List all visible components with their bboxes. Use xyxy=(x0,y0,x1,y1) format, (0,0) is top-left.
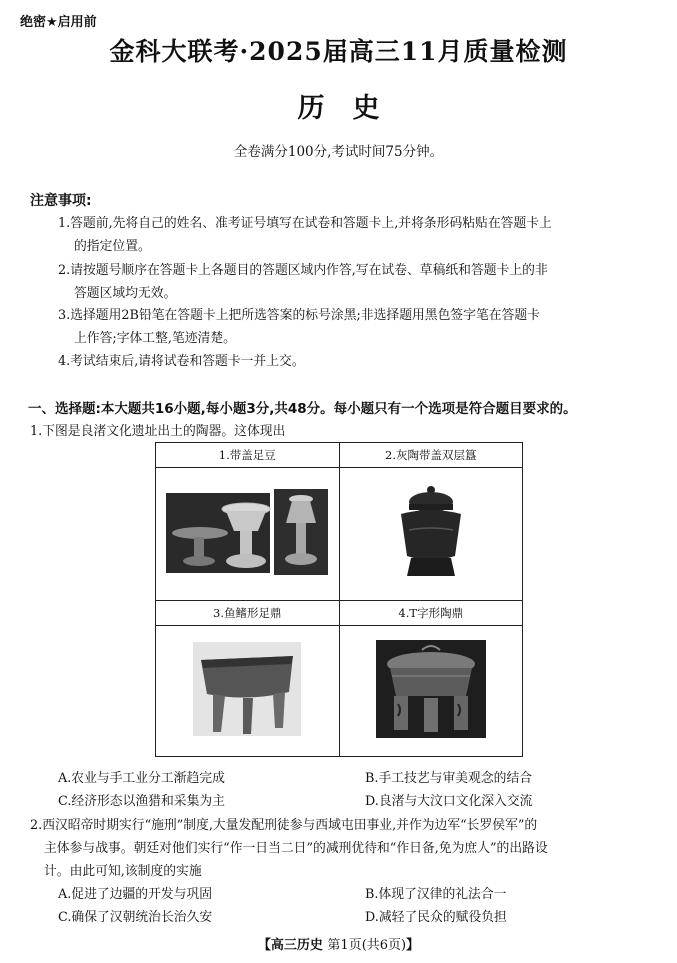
notice-line: 1.答题前,先将自己的姓名、准考证号填写在试卷和答题卡上,并将条形码粘贴在答题卡上 xyxy=(58,216,552,231)
t-shape-ding-image xyxy=(376,640,486,738)
footer-label: 【高三历史 xyxy=(257,938,323,953)
footer-close: 】 xyxy=(406,938,420,953)
pottery-figure-table xyxy=(155,442,523,757)
q1-option-c: C.经济形态以渔猎和采集为主 xyxy=(58,794,225,809)
q1-option-d: D.良渚与大汶口文化深入交流 xyxy=(365,794,533,809)
notice-line: 3.选择题用2B铅笔在答题卡上把所选答案的标号涂黑;非选择题用黑色签字笔在答题卡 xyxy=(58,308,540,323)
pottery-image-cell xyxy=(156,626,340,757)
footer-page-number: 第1页(共6页) xyxy=(327,938,407,953)
question-2-stem-line: 主体参与战事。朝廷对他们实行“作一日当二日”的减刑优待和“作日备,免为庶人”的出路设 xyxy=(44,841,548,856)
q2-option-d: D.减轻了民众的赋役负担 xyxy=(365,910,507,925)
q1-option-b: B.手工技艺与审美观念的结合 xyxy=(365,771,533,786)
pottery-image-cell xyxy=(339,468,523,601)
gray-gui-vessel-image xyxy=(391,482,471,582)
notice-line: 答题区域均无效。 xyxy=(74,286,177,301)
pottery-caption: 2.灰陶带盖双层簋 xyxy=(339,443,523,468)
question-2-stem-line: 2.西汉昭帝时期实行“施刑”制度,大量发配刑徒参与西域屯田事业,并作为边军“长罗侯军”的 xyxy=(30,818,538,833)
notice-line: 的指定位置。 xyxy=(74,239,151,254)
subject-title: 历史 xyxy=(297,93,408,124)
pottery-caption: 4.T字形陶鼎 xyxy=(339,601,523,626)
page-footer xyxy=(0,934,677,953)
q2-option-b: B.体现了汉律的礼法合一 xyxy=(365,887,507,902)
question-2-stem-line: 计。由此可知,该制度的实施 xyxy=(44,864,202,879)
notice-line: 上作答;字体工整,笔迹清楚。 xyxy=(74,331,236,346)
notice-heading: 注意事项: xyxy=(30,193,92,209)
lidded-dou-image xyxy=(166,489,328,575)
pottery-image-cell xyxy=(339,626,523,757)
confidential-mark: 绝密★启用前 xyxy=(20,15,97,30)
exam-title: 金科大联考·2025届高三11月质量检测 xyxy=(109,37,568,66)
pottery-caption: 3.鱼鳍形足鼎 xyxy=(156,601,340,626)
section-heading: 一、选择题:本大题共16小题,每小题3分,共48分。每小题只有一个选项是符合题目要求的。 xyxy=(28,401,577,417)
pottery-image-cell xyxy=(156,468,340,601)
pottery-caption: 1.带盖足豆 xyxy=(156,443,340,468)
score-note: 全卷满分100分,考试时间75分钟。 xyxy=(233,144,444,160)
fin-foot-ding-image xyxy=(193,642,301,736)
notice-line: 2.请按题号顺序在答题卡上各题目的答题区域内作答,写在试卷、草稿纸和答题卡上的非 xyxy=(58,263,548,278)
notice-line: 4.考试结束后,请将试卷和答题卡一并上交。 xyxy=(58,354,305,369)
q2-option-c: C.确保了汉朝统治长治久安 xyxy=(58,910,213,925)
question-1-stem: 1.下图是良渚文化遗址出土的陶器。这体现出 xyxy=(30,424,286,439)
q2-option-a: A.促进了边疆的开发与巩固 xyxy=(58,887,213,902)
q1-option-a: A.农业与手工业分工渐趋完成 xyxy=(58,771,225,786)
